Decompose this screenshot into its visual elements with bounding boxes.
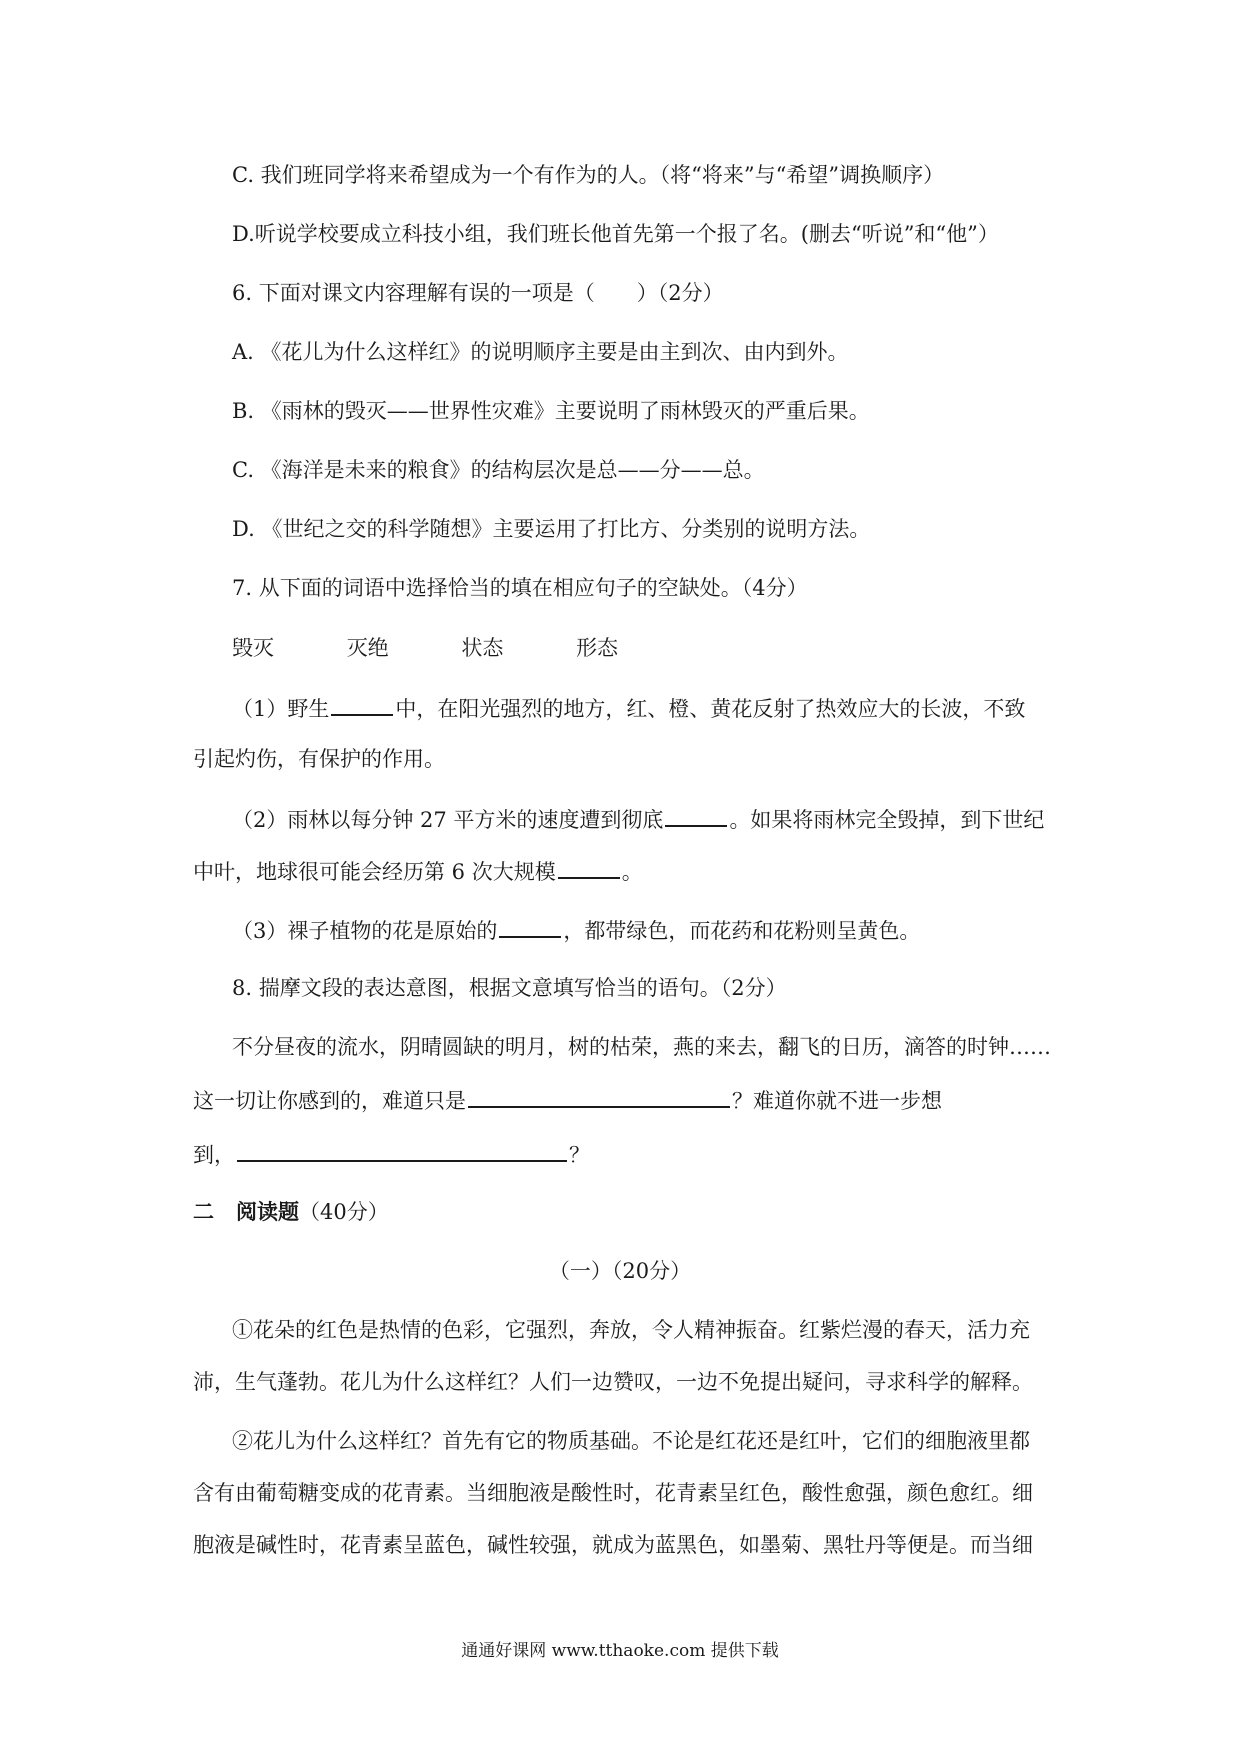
q7-sentence-1-cont: 引起灼伤，有保护的作用。 <box>193 747 445 771</box>
section-number: 二 <box>193 1199 214 1224</box>
sentence-text: ？难道你就不进一步想 <box>732 1089 942 1113</box>
passage-para-1-line-1: ①花朵的红色是热情的色彩，它强烈，奔放，令人精神振奋。红紫烂漫的春天，活力充 <box>232 1318 1030 1342</box>
option-c-line: C. 我们班同学将来希望成为一个有作为的人。（将“将来”与“希望”调换顺序） <box>232 163 945 187</box>
sentence-text: （1）野生 <box>232 697 330 721</box>
word-bank <box>232 633 618 663</box>
sentence-text: ？ <box>569 1143 590 1167</box>
fill-blank[interactable] <box>499 914 561 938</box>
question-8: 8. 揣摩文段的表达意图，根据文意填写恰当的语句。（2分） <box>232 976 787 1000</box>
sentence-text: 这一切让你感到的，难道只是 <box>193 1089 466 1113</box>
fill-blank[interactable] <box>331 692 393 716</box>
option-d-line: D.听说学校要成立科技小组，我们班长他首先第一个报了名。(删去“听说”和“他”） <box>232 222 999 246</box>
sentence-text: ，都带绿色，而花药和花粉则呈黄色。 <box>563 919 921 943</box>
word-item: 形态 <box>576 636 619 660</box>
passage-para-2-line-3: 胞液是碱性时，花青素呈蓝色，碱性较强，就成为蓝黑色，如墨菊、黑牡丹等便是。而当细 <box>193 1533 1033 1557</box>
fill-blank[interactable] <box>468 1084 730 1108</box>
question-6: 6. 下面对课文内容理解有误的一项是（ ）（2分） <box>232 281 724 305</box>
sentence-text: （2）雨林以每分钟 27 平方米的速度遭到彻底 <box>232 808 664 832</box>
q6-option-c: C. 《海洋是未来的粮食》的结构层次是总——分——总。 <box>232 458 765 482</box>
q7-sentence-3 <box>232 914 920 946</box>
sentence-text: 。如果将雨林完全毁掉，到下世纪 <box>729 808 1045 832</box>
q8-passage-line-2 <box>193 1084 942 1116</box>
passage-para-1-line-2: 沛，生气蓬勃。花儿为什么这样红？人们一边赞叹，一边不免提出疑问，寻求科学的解释。 <box>193 1370 1033 1394</box>
sentence-text: 到， <box>193 1143 235 1167</box>
fill-blank[interactable] <box>665 803 727 827</box>
question-7: 7. 从下面的词语中选择恰当的填在相应句子的空缺处。（4分） <box>232 576 808 600</box>
word-item: 毁灭 <box>232 636 274 660</box>
sentence-text: 中叶，地球很可能会经历第 6 次大规模 <box>193 860 556 884</box>
fill-blank[interactable] <box>558 855 620 879</box>
q8-passage-line-1: 不分昼夜的流水，阴晴圆缺的明月，树的枯荣，燕的来去，翻飞的日历，滴答的时钟…… <box>232 1035 1051 1059</box>
section-heading <box>193 1197 389 1227</box>
q7-sentence-1 <box>232 692 1025 724</box>
q6-option-a: A. 《花儿为什么这样红》的说明顺序主要是由主到次、由内到外。 <box>232 340 849 364</box>
q8-passage-line-3 <box>193 1138 590 1170</box>
subsection-heading: （一）（20分） <box>548 1259 692 1283</box>
word-item: 状态 <box>461 636 504 660</box>
fill-blank[interactable] <box>237 1138 567 1162</box>
q6-option-b: B. 《雨林的毁灭——世界性灾难》主要说明了雨林毁灭的严重后果。 <box>232 399 870 423</box>
passage-para-2-line-2: 含有由葡萄糖变成的花青素。当细胞液是酸性时，花青素呈红色，酸性愈强，颜色愈红。细 <box>193 1481 1033 1505</box>
word-item: 灭绝 <box>346 636 389 660</box>
sentence-text: （3）裸子植物的花是原始的 <box>232 919 498 943</box>
sentence-text: 。 <box>621 860 643 884</box>
section-score: （40分） <box>299 1200 389 1224</box>
section-title: 阅读题 <box>236 1199 299 1224</box>
passage-para-2-line-1: ②花儿为什么这样红？首先有它的物质基础。不论是红花还是红叶，它们的细胞液里都 <box>232 1429 1030 1453</box>
page-footer: 通通好课网 www.tthaoke.com 提供下载 <box>461 1641 779 1661</box>
q7-sentence-2-cont <box>193 855 643 887</box>
q6-option-d: D. 《世纪之交的科学随想》主要运用了打比方、分类别的说明方法。 <box>232 517 871 541</box>
q7-sentence-2 <box>232 803 1044 835</box>
sentence-text: 中，在阳光强烈的地方，红、橙、黄花反射了热效应大的长波，不致 <box>395 697 1026 721</box>
